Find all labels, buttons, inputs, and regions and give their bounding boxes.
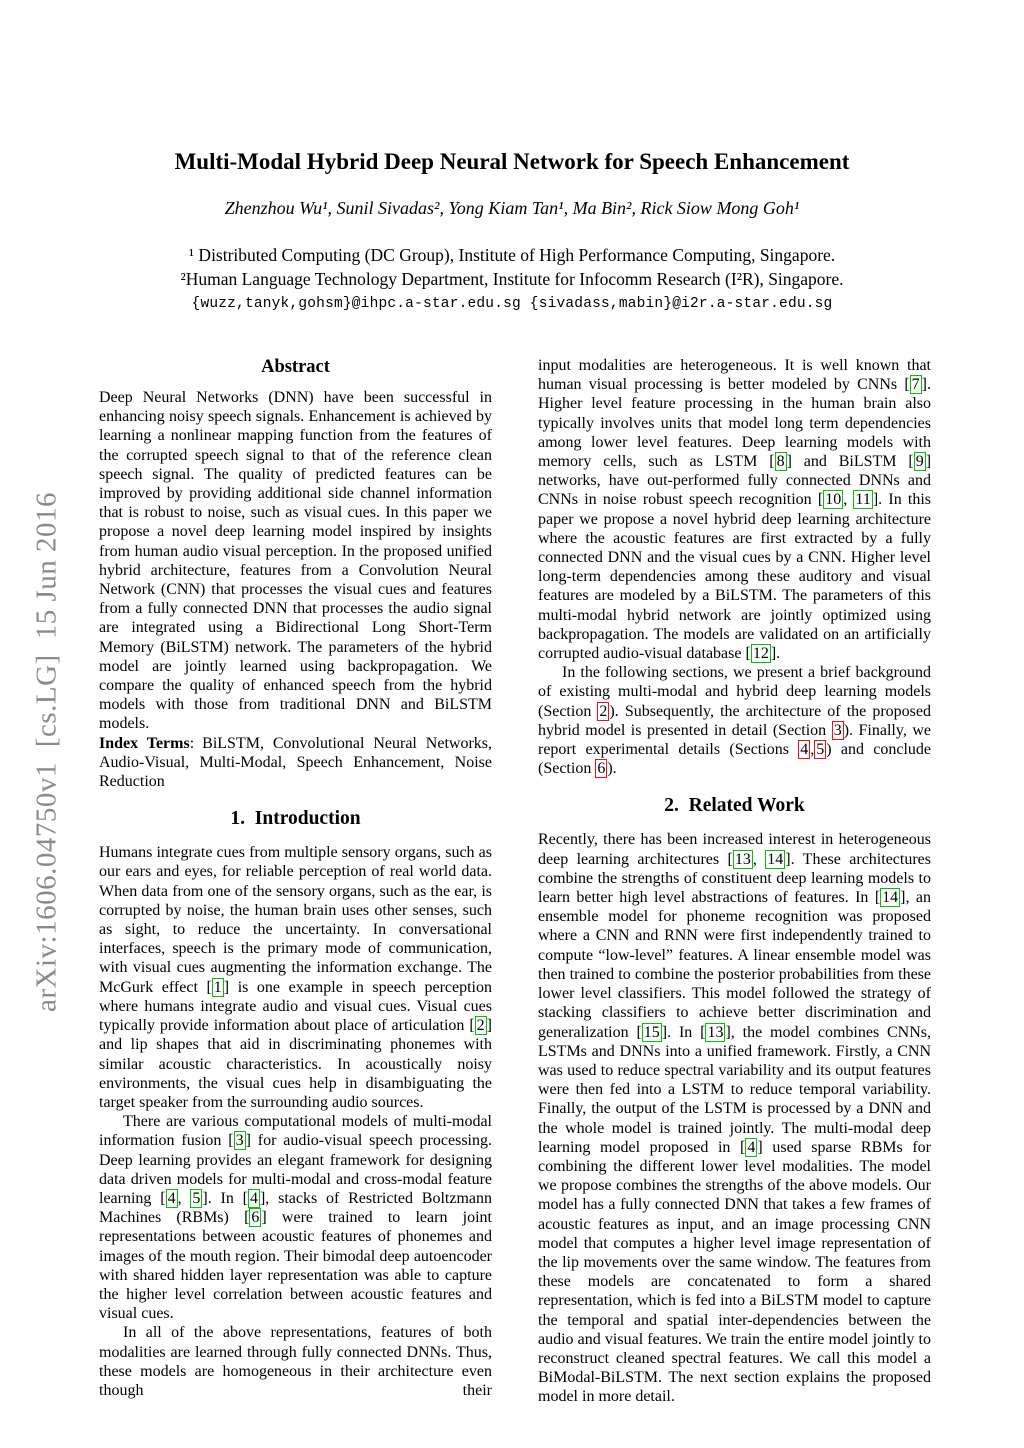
- citation-link[interactable]: 13: [707, 1023, 724, 1041]
- left-column: [99, 356, 492, 1400]
- citation-link[interactable]: 6: [251, 1209, 260, 1227]
- citation-link[interactable]: 15: [643, 1023, 660, 1041]
- intro-paragraph-3: In all of the above representations, features of both modalities are learned through fully connected DNNs. Thus, these models are homogeneous in their architecture even though their: [99, 1324, 492, 1399]
- intro-paragraph-2: There are various computational models of multi-modal information fusion [ 3 ] for audio-visual speech processing. Deep learning provides an elegant framework for designing data driven models for multi-modal and cross-modal feature learning [ 4 , 5 ]. In [ 4 ], stacks of Restricted Boltzmann Machines (RBMs) [ 6 ] were trained to learn joint representations between acoustic features of phonemes and images of the mouth region. Their bimodal deep autoencoder with shared hidden layer representation was able to capture the higher level correlation between acoustic features and visual cues.: [99, 1113, 493, 1323]
- author-line: Zhenzhou Wu¹, Sunil Sivadas², Yong Kiam Tan¹, Ma Bin², Rick Siow Mong Goh¹: [224, 198, 800, 218]
- citation-link[interactable]: 11: [855, 491, 871, 509]
- email-line: {wuzz,tanyk,gohsm}@ihpc.a-star.edu.sg {sivadass,mabin}@i2r.a-star.edu.sg: [191, 296, 833, 312]
- intro-paragraph-1: Humans integrate cues from multiple sensory organs, such as our ears and eyes, for reliable perception of real world data. When data from one of the sensory organs, such as the ear, is corrupted by noise, the human brain uses other senses, such as sight, to reduce the uncertainty. In conversational interfaces, speech is the primary mode of communication, with visual cues augmenting the information exchange. The McGurk effect [ 1 ] is one example in speech perception where humans integrate audio and visual cues. Visual cues typically provide information about place of articulation [ 2 ] and lip shapes that aid in discriminating phonemes with similar acoustic characteristics. In acoustically noisy environments, the visual cues help in disambiguating the target speaker from the surrounding audio sources.: [99, 844, 493, 1111]
- right-column: [538, 356, 931, 1407]
- section-1-heading: 1. Introduction: [230, 808, 361, 830]
- section-ref-link[interactable]: 4: [800, 741, 809, 759]
- citation-link[interactable]: 4: [747, 1138, 756, 1156]
- citation-link[interactable]: 4: [167, 1189, 176, 1207]
- index-terms-label: Index Terms: [99, 734, 190, 752]
- citation-link[interactable]: 13: [734, 850, 751, 868]
- affiliations: [0, 243, 1024, 291]
- citation-link[interactable]: 12: [752, 645, 769, 663]
- citation-link[interactable]: 5: [192, 1189, 201, 1207]
- index-terms: Index Terms: BiLSTM, Convolutional Neural Networks, Audio-Visual, Multi-Modal, Speech Enhancement, Noise Reduction: [99, 734, 493, 791]
- section-2-heading: 2. Related Work: [664, 795, 805, 817]
- arxiv-watermark: arXiv:1606.04750v1 [cs.LG] 15 Jun 2016: [30, 491, 63, 1013]
- citation-link[interactable]: 1: [213, 978, 222, 996]
- abstract-heading: Abstract: [261, 357, 330, 377]
- section-ref-link[interactable]: 2: [599, 702, 608, 720]
- section-ref-link[interactable]: 6: [597, 760, 606, 778]
- two-column-body: [99, 356, 931, 1407]
- section-ref-link[interactable]: 5: [816, 741, 825, 759]
- affiliation-2: ²Human Language Technology Department, Institute for Infocomm Research (I²R), Singapore.: [180, 269, 844, 289]
- abstract-body: Deep Neural Networks (DNN) have been successful in enhancing noisy speech signals. Enhancement is achieved by learning a nonlinear mapping function from the features of the corrupted speech signal to that of the reference clean speech signal. The quality of predicted features can be improved by providing additional side channel information that is robust to noise, such as visual cues. In this paper we propose a novel deep learning model inspired by insights from human audio visual perception. In the proposed unified hybrid architecture, features from a Convolution Neural Network (CNN) that processes the visual cues and features from a fully connected DNN that processes the audio signal are integrated using a Bidirectional Long Short-Term Memory (BiLSTM) network. The parameters of the hybrid model are jointly learned using backpropagation. We compare the quality of enhanced speech from the hybrid models with those from traditional DNN and BiLSTM models.: [99, 389, 492, 733]
- citation-link[interactable]: 4: [249, 1189, 258, 1207]
- section-ref-link[interactable]: 3: [833, 721, 842, 739]
- intro-paragraph-3-continued: input modalities are heterogeneous. It is well known that human visual processing is better modeled by CNNs [ 7 ]. Higher level feature processing in the human brain also typically involves units that model long term dependencies among lower level features. Deep learning models with memory cells, such as LSTM [ 8 ] and BiLSTM [ 9 ] networks, have out-performed fully connected DNNs and CNNs in noise robust speech recognition [ 10 , 11 ]. In this paper we propose a novel hybrid deep learning architecture where the acoustic features are first extracted by a fully connected DNN and the visual cues by a CNN. Higher level long-term dependencies among these auditory and visual features are modeled by a BiLSTM. The parameters of this multi-modal hybrid network are jointly optimized using backpropagation. The models are validated on an artificially corrupted audio-visual database [ 12 ].: [538, 357, 932, 663]
- citation-link[interactable]: 7: [911, 376, 920, 394]
- affiliation-1: ¹ Distributed Computing (DC Group), Institute of High Performance Computing, Singapore.: [188, 245, 836, 265]
- citation-link[interactable]: 14: [767, 850, 784, 868]
- citation-link[interactable]: 9: [915, 453, 924, 471]
- related-work-paragraph: Recently, there has been increased interest in heterogeneous deep learning architectures [ 13 , 14 ]. These architectures combine the strengths of constituent deep learning models to learn better high level abstractions of features. In [ 14 ], an ensemble model for phoneme recognition was proposed where a CNN and RNN were first independently trained to compute “low-level” features. A linear ensemble model was then trained to combine the posterior probabilities from these lower level classifiers. This model followed the strategy of stacking classifiers to achieve better discrimination and generalization [ 15 ]. In [ 13 ], the model combines CNNs, LSTMs and DNNs into a unified framework. Firstly, a CNN was used to reduce spectral variability and its output features were then fed into a LSTM to reduce temporal variability. Finally, the output of the LSTM is processed by a DNN and the whole model is trained jointly. The multi-modal deep learning model proposed in [ 4 ] used sparse RBMs for combining the different lower level modalities. The model we propose combines the strengths of the above models. Our model has a fully connected DNN that takes a few frames of acoustic features as input, and an image processing CNN model that computes a higher level image representation of the lip movements over the same window. The features from these models are concatenated to form a shared representation, which is fed into a BiLSTM model to capture the temporal and spatial inter-dependencies between the audio and visual features. We train the entire model jointly to reconstruct cleaned spectral features. We call this model a BiModal-BiLSTM. The next section explains the proposed model in more detail.: [538, 831, 932, 1406]
- citation-link[interactable]: 10: [825, 491, 842, 509]
- citation-link[interactable]: 8: [776, 453, 785, 471]
- citation-link[interactable]: 2: [476, 1017, 485, 1035]
- paper-header: [0, 148, 1024, 312]
- paper-title: Multi-Modal Hybrid Deep Neural Network for Speech Enhancement: [174, 149, 850, 174]
- citation-link[interactable]: 14: [882, 889, 899, 907]
- outline-paragraph: In the following sections, we present a brief background of existing multi-modal and hybrid deep learning models (Section 2 ). Subsequently, the architecture of the proposed hybrid model is presented in detail (Section 3 ). Finally, we report experimental details (Sections 4 , 5 ) and conclude (Section 6 ).: [538, 664, 932, 778]
- citation-link[interactable]: 3: [235, 1132, 244, 1150]
